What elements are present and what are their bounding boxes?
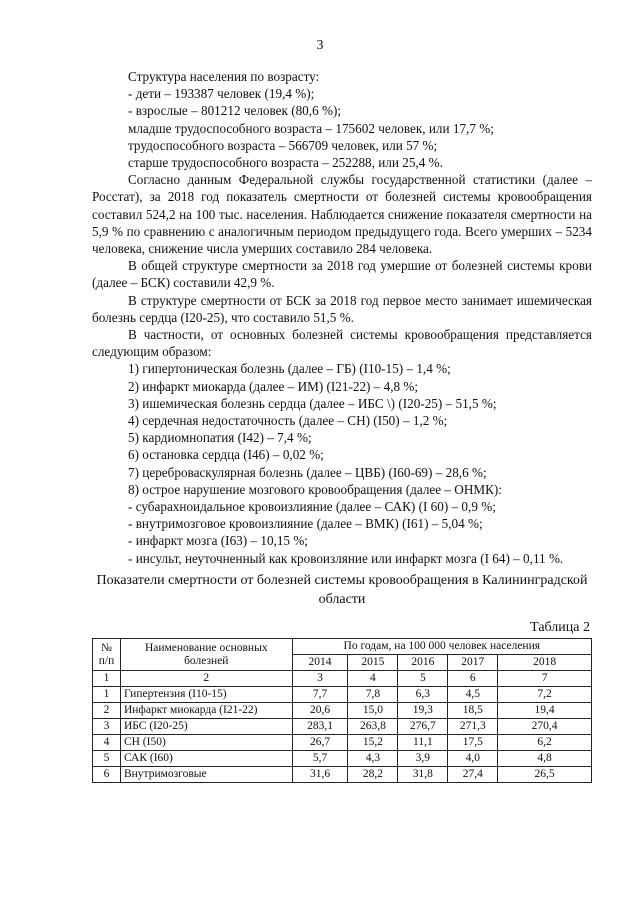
paragraph: - инфаркт мозга (I63) – 10,15 %; [128, 533, 308, 549]
rate-value: 4,5 [448, 687, 498, 703]
row-number: 2 [93, 703, 121, 719]
group-header: По годам, на 100 000 человек населения [292, 639, 591, 655]
table-row [93, 735, 592, 751]
rate-value: 15,0 [348, 703, 398, 719]
rate-value: 4,8 [498, 751, 592, 767]
paragraph: трудоспособного возраста – 566709 человек, или 57 %; [128, 137, 438, 153]
paragraph: 1) гипертоническая болезнь (далее – ГБ) (I10-15) – 1,4 %; [128, 361, 451, 377]
table-caption: Таблица 2 [530, 619, 590, 635]
year-header: 2015 [348, 655, 398, 671]
paragraph: 3) ишемическая болезнь сердца (далее – ИБС \) (I20-25) – 51,5 %; [128, 395, 497, 411]
table-row [93, 767, 592, 783]
rate-value: 17,5 [448, 735, 498, 751]
rate-value: 5,7 [292, 751, 348, 767]
table-row [93, 703, 592, 719]
rate-value: 276,7 [398, 719, 448, 735]
index-row [93, 671, 592, 687]
row-number: 4 [93, 735, 121, 751]
year-header: 2018 [498, 655, 592, 671]
rate-value: 7,8 [348, 687, 398, 703]
paragraph: В структуре смертности от БСК за 2018 год первое место занимает ишемическая болезнь сердца (I20-25), что составило 51,5 %. [92, 292, 592, 325]
disease-name: СН (I50) [120, 735, 292, 751]
paragraph: 4) сердечная недостаточность (далее – СН) (I50) – 1,2 %; [128, 413, 448, 429]
paragraph: Структура населения по возрасту: [128, 69, 320, 84]
paragraph: младше трудоспособного возраста – 175602 человек, или 17,7 %; [128, 120, 494, 136]
index-cell: 7 [498, 671, 592, 687]
row-number: 3 [93, 719, 121, 735]
mortality-table [92, 638, 592, 783]
disease-name: САК (I60) [120, 751, 292, 767]
rate-value: 18,5 [448, 703, 498, 719]
row-number: 6 [93, 767, 121, 783]
index-cell: 4 [348, 671, 398, 687]
paragraph: - дети – 193387 человек (19,4 %); [128, 86, 315, 102]
rate-value: 31,8 [398, 767, 448, 783]
table-row [93, 751, 592, 767]
table-row [93, 719, 592, 735]
rate-value: 31,6 [292, 767, 348, 783]
index-cell: 5 [398, 671, 448, 687]
index-cell: 6 [448, 671, 498, 687]
rate-value: 4,0 [448, 751, 498, 767]
paragraph: - взрослые – 801212 человек (80,6 %); [128, 103, 342, 119]
paragraph: - инсульт, неуточненный как кровоизляние или инфаркт мозга (I 64) – 0,11 %. [128, 550, 564, 566]
paragraphs [92, 68, 592, 567]
index-cell: 2 [120, 671, 292, 687]
rate-value: 271,3 [448, 719, 498, 735]
paragraph: 8) острое нарушение мозгового кровообращения (далее – ОНМК): [128, 481, 502, 497]
rate-value: 7,2 [498, 687, 592, 703]
rate-value: 26,7 [292, 735, 348, 751]
col-name-header: Наименование основных болезней [120, 639, 292, 671]
paragraph: В частности, от основных болезней системы кровообращения представляется следующим образом: [92, 327, 592, 360]
paragraph: старше трудоспособного возраста – 252288, или 25,4 %. [128, 155, 443, 171]
disease-name: Гипертензия (I10-15) [120, 687, 292, 703]
index-cell: 3 [292, 671, 348, 687]
page-number: 3 [316, 38, 324, 53]
paragraph: 5) кардиомнопатия (I42) – 7,4 %; [128, 430, 312, 446]
year-header: 2017 [448, 655, 498, 671]
document-body [92, 68, 592, 783]
table-heading: Показатели смертности от болезней системы кровообращения в Калининградской области [96, 572, 588, 607]
year-header: 2014 [292, 655, 348, 671]
rate-value: 19,3 [398, 703, 448, 719]
row-number: 1 [93, 687, 121, 703]
index-cell: 1 [93, 671, 121, 687]
rate-value: 263,8 [348, 719, 398, 735]
row-number: 5 [93, 751, 121, 767]
rate-value: 3,9 [398, 751, 448, 767]
rate-value: 6,2 [498, 735, 592, 751]
paragraph: 2) инфаркт миокарда (далее – ИМ) (I21-22) – 4,8 %; [128, 378, 419, 394]
rate-value: 11,1 [398, 735, 448, 751]
paragraph: Согласно данным Федеральной службы государственной статистики (далее – Росстат), за 2018 год показатель смертности от болезней системы кровообращения составил 524,2 на 100 тыс. населения. Наблюдается снижение показателя смертности на 5,9 % по сравнению с аналогичным периодом предыдущего года. Всего умерших – 5234 человека, снижение числа умерших составило 284 человека. [92, 172, 592, 257]
rate-value: 27,4 [448, 767, 498, 783]
year-header: 2016 [398, 655, 448, 671]
rate-value: 4,3 [348, 751, 398, 767]
rate-value: 283,1 [292, 719, 348, 735]
paragraph: - внутримозговое кровоизлияние (далее – ВМК) (I61) – 5,04 %; [128, 516, 483, 532]
table-body [93, 671, 592, 783]
rate-value: 26,5 [498, 767, 592, 783]
rate-value: 15,2 [348, 735, 398, 751]
paragraph: 7) цереброваскулярная болезнь (далее – ЦВБ) (I60-69) – 28,6 %; [128, 464, 487, 480]
rate-value: 19,4 [498, 703, 592, 719]
col-num-header: № п/п [93, 639, 121, 671]
rate-value: 28,2 [348, 767, 398, 783]
table-row [93, 687, 592, 703]
disease-name: Инфаркт миокарда (I21-22) [120, 703, 292, 719]
paragraph: В общей структуре смертности за 2018 год умершие от болезней системы крови (далее – БСК) составили 42,9 %. [92, 258, 592, 291]
rate-value: 20,6 [292, 703, 348, 719]
disease-name: Внутримозговые [120, 767, 292, 783]
disease-name: ИБС (I20-25) [120, 719, 292, 735]
paragraph: - субарахноидальное кровоизлияние (далее – САК) (I 60) – 0,9 %; [128, 499, 496, 515]
rate-value: 7,7 [292, 687, 348, 703]
rate-value: 270,4 [498, 719, 592, 735]
paragraph: 6) остановка сердца (I46) – 0,02 %; [128, 447, 324, 463]
rate-value: 6,3 [398, 687, 448, 703]
